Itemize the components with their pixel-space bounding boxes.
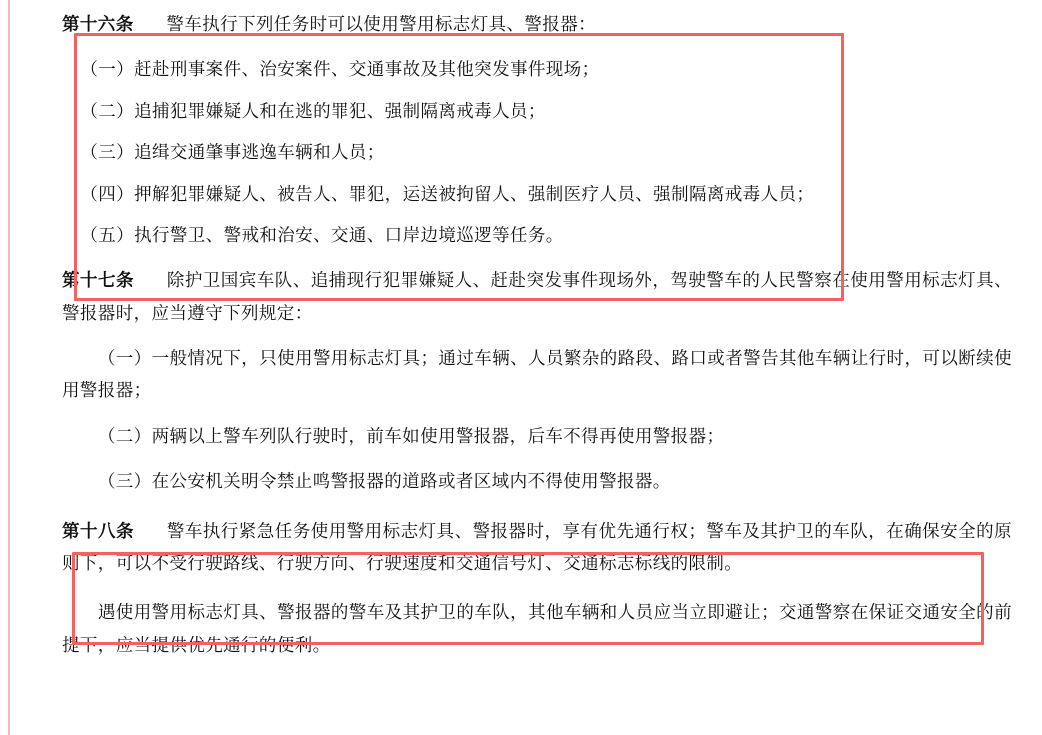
article-16-item-3: （三）追缉交通肇事逃逸车辆和人员； [80, 142, 385, 163]
article-17-item-1: （一）一般情况下，只使用警用标志灯具；通过车辆、人员繁杂的路段、路口或者警告其他车辆让行时，可以断续使用警报器； [62, 348, 1012, 401]
article-18-heading [62, 515, 1012, 580]
article-18-lead: 警车执行紧急任务使用警用标志灯具、警报器时，享有优先通行权；警车及其护卫的车队，在确保安全的原则下，可以不受行驶路线、行驶方向、行驶速度和交通信号灯、交通标志标线的限制。 [62, 520, 1013, 573]
article-16-heading [62, 8, 1012, 40]
article-17-item-2: （二）两辆以上警车列队行驶时，前车如使用警报器，后车不得再使用警报器； [97, 425, 725, 446]
article-16-item-2: （二）追捕犯罪嫌疑人和在逃的罪犯、强制隔离戒毒人员； [80, 100, 546, 121]
article-18-title: 第十八条 [62, 520, 134, 541]
article-17 [62, 264, 1012, 497]
article-18-closing-paragraph: 遇使用警用标志灯具、警报器的警车及其护卫的车队，其他车辆和人员应当立即避让；交通警察在保证交通安全的前提下，应当提供优先通行的便利。 [62, 602, 1012, 655]
page-left-margin-rule [8, 0, 10, 735]
article-16-items [62, 53, 1012, 251]
document-content [62, 0, 1012, 661]
article-16-lead: 警车执行下列任务时可以使用警用标志灯具、警报器： [166, 14, 596, 34]
article-16 [62, 8, 1012, 251]
article-17-heading [62, 264, 1012, 329]
article-16-item-5: （五）执行警卫、警戒和治安、交通、口岸边境巡逻等任务。 [80, 224, 564, 245]
article-17-lead: 除护卫国宾车队、追捕现行犯罪嫌疑人、赶赴突发事件现场外，驾驶警车的人民警察在使用警用标志灯具、警报器时，应当遵守下列规定： [62, 270, 1013, 323]
article-16-item-4: （四）押解犯罪嫌疑人、被告人、罪犯，运送被拘留人、强制医疗人员、强制隔离戒毒人员； [80, 183, 815, 204]
article-16-title: 第十六条 [62, 14, 134, 34]
article-16-item-1: （一）赶赴刑事案件、治安案件、交通事故及其他突发事件现场； [80, 59, 600, 80]
article-17-title: 第十七条 [62, 270, 134, 291]
article-18 [62, 515, 1012, 662]
article-17-item-3: （三）在公安机关明令禁止鸣警报器的道路或者区域内不得使用警报器。 [97, 471, 671, 492]
